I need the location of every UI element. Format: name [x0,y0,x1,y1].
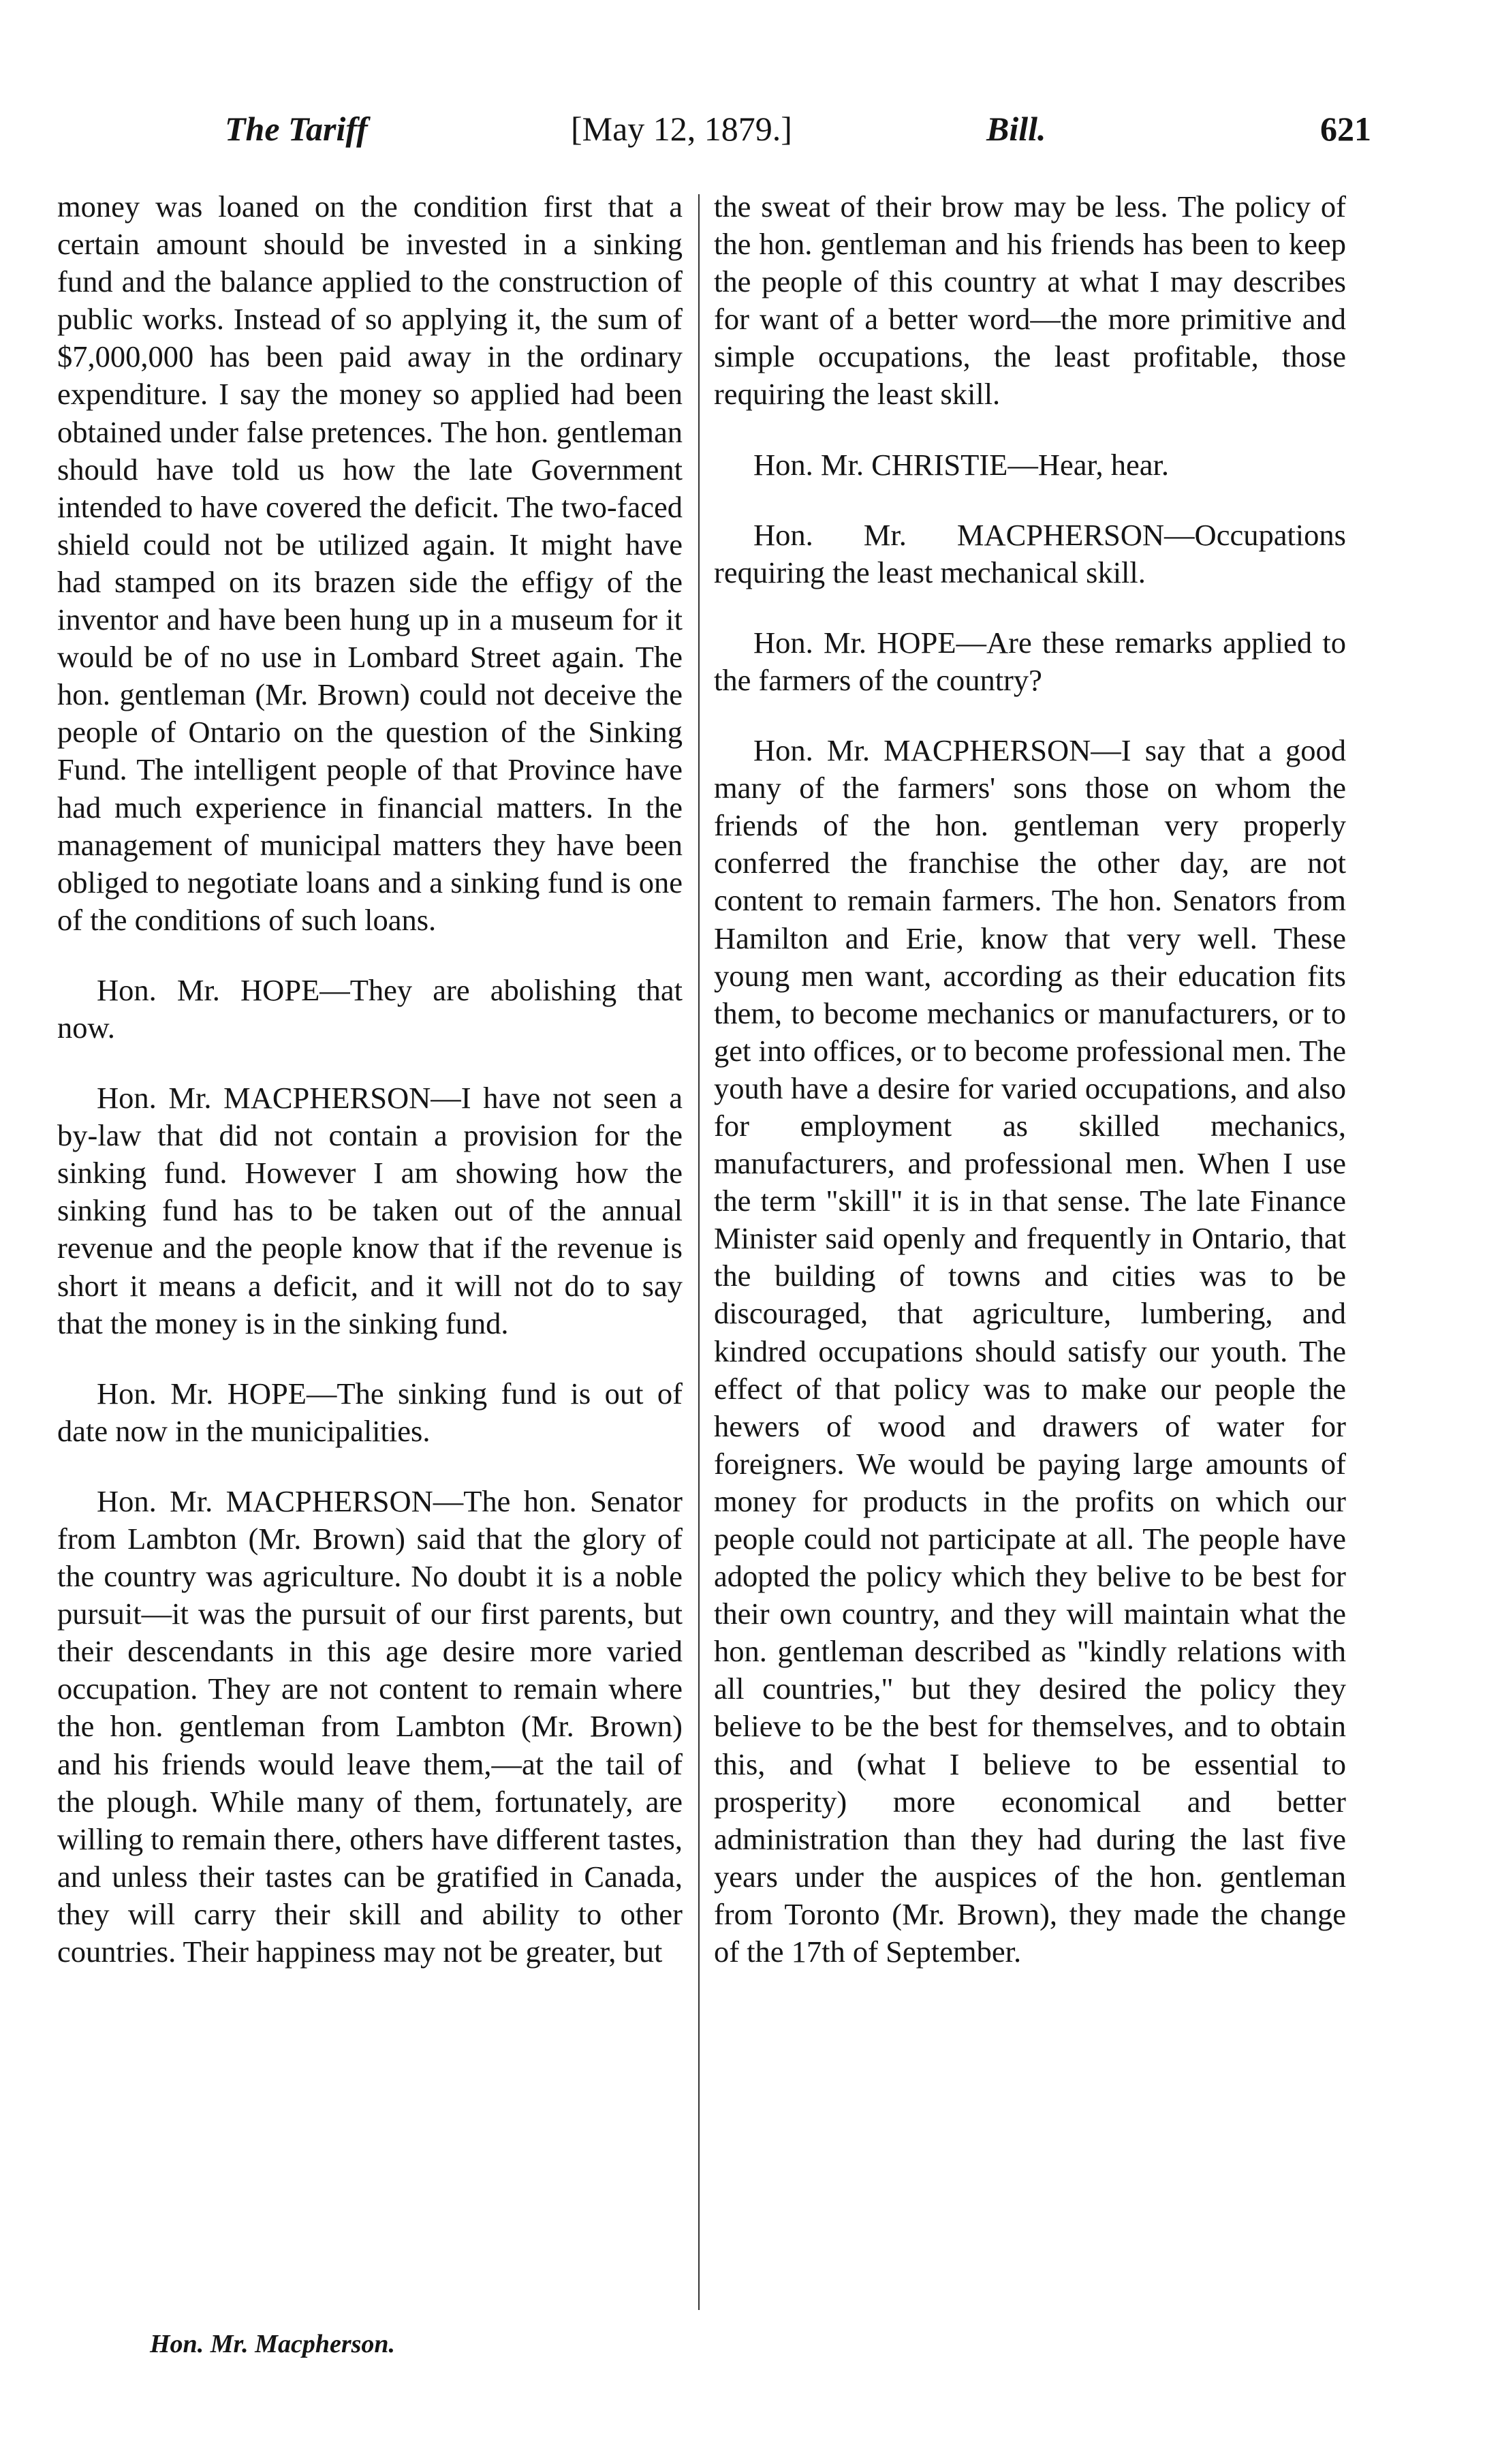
right-paragraph-5: Hon. Mr. MACPHERSON—I say that a good many of the farmers' sons those on whom the friends of the hon. gentleman very properly conferred the franchise the other day, are not content to remain farmers. The hon. Senators from Hamilton and Erie, know that very well. These young men want, according as their education fits them, to become mechanics or manufacturers, or to get into offices, or to become professional men. The youth have a desire for varied occupations, and also for employment as skilled mechanics, manufacturers, and professional men. When I use the term "skill" it is in that sense. The late Finance Minister said openly and frequently in Ontario, that the building of towns and cities was to be discouraged, that agriculture, lumbering, and kindred occupations should satisfy our youth. The effect of that policy was to make our people the hewers of wood and drawers of water for foreigners. We would be paying large amounts of money for products in the profits on which our people could not participate at all. The people have adopted the policy which they belive to be best for their own country, and they will maintain what the hon. gentleman described as "kindly relations with all countries," but they desired the policy they believe to be the best for themselves, and to obtain this, and (what I believe to be essential to prosperity) more economical and better administration than they had during the last five years under the auspices of the hon. gentleman from Toronto (Mr. Brown), they made the change of the 17th of September. [714,733,1346,1969]
left-paragraph-5: Hon. Mr. MACPHERSON—The hon. Senator from Lambton (Mr. Brown) said that the glory of the country was agriculture. No doubt it is a noble pursuit—it was the pursuit of our first parents, but their descendants in this age desire more varied occupation. They are not content to remain where the hon. gentleman from Lambton (Mr. Brown) and his friends would leave them,—at the tail of the plough. While many of them, fortunately, are willing to remain there, others have different tastes, and unless their tastes can be gratified in Canada, they will carry their skill and ability to other countries. Their happiness may not be greater, but [57,1483,683,1969]
left-paragraph-1: money was loaned on the condition first that a certain amount should be invested in a sinking fund and the balance applied to the construction of public works. Instead of so applying it, the sum of $7,000,000 has been paid away in the ordinary expenditure. I say the money so applied had been obtained under false pretences. The hon. gentleman should have told us how the late Government intended to have covered the deficit. The two-faced shield could not be utilized again. It might have had stamped on its brazen side the effigy of the inventor and have been hung up in a museum for it would be of no use in Lombard Street again. The hon. gentleman (Mr. Brown) could not deceive the people of Ontario on the question of the Sinking Fund. The intelligent people of that Province have had much experience in financial matters. In the management of municipal matters they have been obliged to negotiate loans and a sinking fund is one of the conditions of such loans. [57,189,683,937]
left-paragraph-2: Hon. Mr. HOPE—They are abolishing that now. [57,972,683,1045]
left-paragraph-3: Hon. Mr. MACPHERSON—I have not seen a by-law that did not contain a provision for the sinking fund. However I am showing how the sinking fund has to be taken out of the annual revenue and the people know that if the revenue is short it means a deficit, and it will not do to say that the money is in the sinking fund. [57,1081,683,1340]
running-header [0,109,1500,164]
right-column [714,188,1346,1971]
left-paragraph-4: Hon. Mr. HOPE—The sinking fund is out of date now in the municipalities. [57,1376,683,1448]
page-number: 621 [1320,110,1371,148]
footer-signature: Hon. Mr. Macpherson. [150,2330,396,2358]
left-column [57,188,683,1971]
header-date: [May 12, 1879.] [571,110,792,148]
right-paragraph-4: Hon. Mr. HOPE—Are these remarks applied to the farmers of the country? [714,625,1346,697]
column-divider [698,194,700,2310]
right-paragraph-2: Hon. Mr. CHRISTIE—Hear, hear. [753,447,1169,482]
header-title-left: The Tariff [225,110,368,148]
right-paragraph-3: Hon. Mr. MACPHERSON—Occupations requiring the least mechanical skill. [714,517,1346,589]
header-title-right: Bill. [986,110,1046,148]
right-paragraph-1: the sweat of their brow may be less. The policy of the hon. gentleman and his friends has been to keep the people of this country at what I may describes for want of a better word—the more primitive and simple occupations, the least profitable, those requiring the least skill. [714,189,1346,412]
